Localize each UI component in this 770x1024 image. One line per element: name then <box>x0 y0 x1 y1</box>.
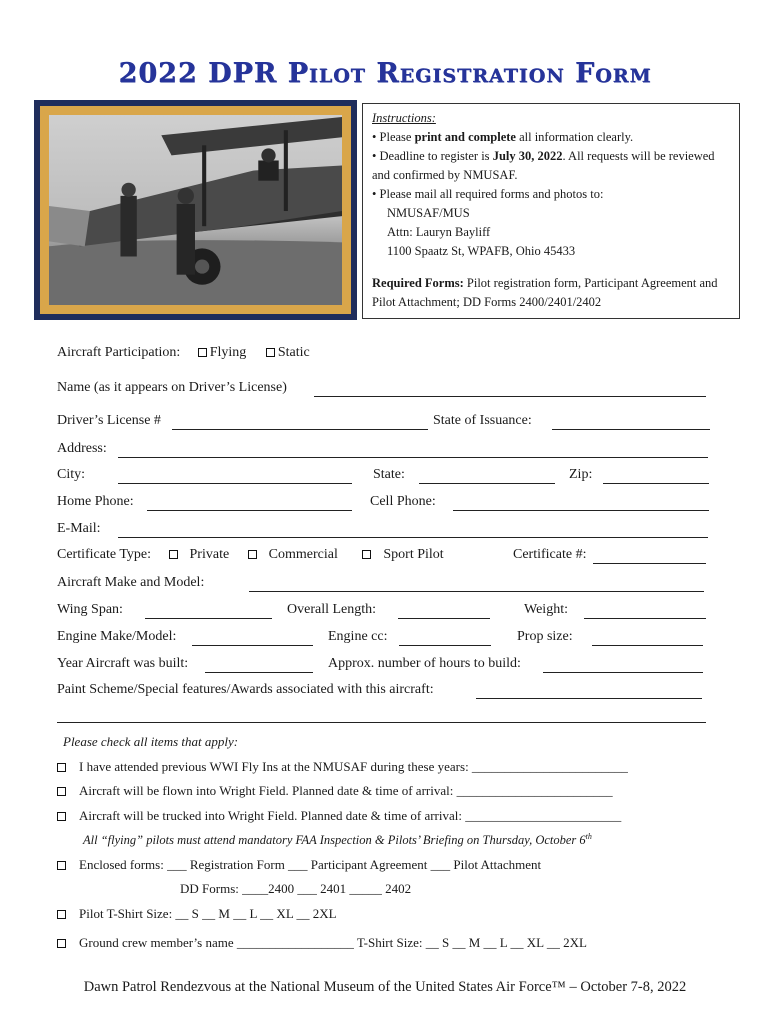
state-label: State: <box>373 467 405 482</box>
paint-scheme-field-2[interactable] <box>57 722 706 723</box>
wing-span-field[interactable] <box>145 618 272 619</box>
home-phone-field[interactable] <box>147 510 352 511</box>
private-checkbox[interactable]: Private <box>169 547 230 562</box>
instructions-box <box>362 103 740 319</box>
zip-field[interactable] <box>603 483 709 484</box>
commercial-checkbox[interactable]: Commercial <box>248 547 338 562</box>
check-item-pilot-tshirt[interactable]: Pilot T-Shirt Size: __ S __ M __ L __ XL __ 2XL <box>57 906 337 922</box>
engine-cc-label: Engine cc: <box>328 629 388 644</box>
year-built-field[interactable] <box>205 672 313 673</box>
instruction-1: • Please print and complete all information clearly. <box>372 130 634 144</box>
certificate-number-label: Certificate #: <box>513 547 587 562</box>
state-field[interactable] <box>419 483 555 484</box>
engine-make-label: Engine Make/Model: <box>57 629 177 644</box>
check-item-ground-crew[interactable]: Ground crew member’s name __________________ T-Shirt Size: __ S __ M __ L __ XL __ 2XL <box>57 935 587 951</box>
address-label: Address: <box>57 441 107 456</box>
prop-size-field[interactable] <box>592 645 703 646</box>
engine-cc-field[interactable] <box>399 645 491 646</box>
page-title: 2022 DPR Pilot Registration Form <box>118 58 652 89</box>
faa-inspection-note: All “flying” pilots must attend mandatory FAA Inspection & Pilots’ Briefing on Thursday, October 6th <box>83 832 592 848</box>
instruction-3: • Please mail all required forms and photos to: <box>372 187 604 201</box>
weight-field[interactable] <box>584 618 706 619</box>
zip-label: Zip: <box>569 467 593 482</box>
paint-scheme-field[interactable] <box>476 698 702 699</box>
checkbox-icon <box>248 550 257 559</box>
mail-address-line-2: Attn: Lauryn Bayliff <box>387 225 491 239</box>
certificate-number-field[interactable] <box>593 563 706 564</box>
make-model-field[interactable] <box>249 591 704 592</box>
cell-phone-field[interactable] <box>453 510 709 511</box>
checkbox-icon <box>57 861 66 870</box>
hours-build-label: Approx. number of hours to build: <box>328 656 521 671</box>
instruction-2: • Deadline to register is July 30, 2022. All requests will be reviewed and confirmed by NMUSAF. <box>372 149 715 182</box>
hours-build-field[interactable] <box>543 672 703 673</box>
certificate-type-row: Certificate Type: Private Commercial Sport Pilot <box>57 547 444 562</box>
sport-pilot-checkbox[interactable]: Sport Pilot <box>362 547 443 562</box>
cell-phone-label: Cell Phone: <box>370 494 436 509</box>
state-issuance-field[interactable] <box>552 429 710 430</box>
overall-length-label: Overall Length: <box>287 602 377 617</box>
checkbox-icon <box>57 787 66 796</box>
vintage-biplane-photo <box>49 115 342 305</box>
required-forms: Required Forms: Pilot registration form, Participant Agreement and Pilot Attachment; DD Forms 2400/2401/2402 <box>372 276 718 309</box>
paint-scheme-label: Paint Scheme/Special features/Awards associated with this aircraft: <box>57 682 434 697</box>
check-item-trucked-in[interactable]: Aircraft will be trucked into Wright Field. Planned date & time of arrival: ________________________ <box>57 808 621 824</box>
prop-size-label: Prop size: <box>517 629 573 644</box>
page-footer: Dawn Patrol Rendezvous at the National Museum of the United States Air Force™ – October 7-8, 2022 <box>83 979 687 995</box>
checkbox-icon <box>57 910 66 919</box>
check-item-flown-in[interactable]: Aircraft will be flown into Wright Field. Planned date & time of arrival: ________________________ <box>57 783 613 799</box>
checkbox-icon <box>57 939 66 948</box>
photo-frame <box>34 100 357 320</box>
overall-length-field[interactable] <box>398 618 490 619</box>
check-item-previous-fly-ins[interactable]: I have attended previous WWI Fly Ins at the NMUSAF during these years: ________________________ <box>57 759 628 775</box>
biplane-illustration <box>49 115 342 305</box>
email-label: E-Mail: <box>57 521 101 536</box>
static-checkbox[interactable]: Static <box>266 345 310 360</box>
make-model-label: Aircraft Make and Model: <box>57 575 205 590</box>
license-label: Driver’s License # <box>57 413 161 428</box>
wing-span-label: Wing Span: <box>57 602 123 617</box>
aircraft-participation-row: Aircraft Participation: Flying Static <box>57 345 310 360</box>
flying-checkbox[interactable]: Flying <box>198 345 247 360</box>
checkbox-icon <box>57 763 66 772</box>
check-item-enclosed-forms[interactable]: Enclosed forms: ___ Registration Form ___ Participant Agreement ___ Pilot Attachment <box>57 857 541 873</box>
engine-make-field[interactable] <box>192 645 313 646</box>
mail-address-line-1: NMUSAF/MUS <box>387 206 470 220</box>
city-field[interactable] <box>118 483 352 484</box>
checkbox-icon <box>362 550 371 559</box>
license-field[interactable] <box>172 429 428 430</box>
mail-address-line-3: 1100 Spaatz St, WPAFB, Ohio 45433 <box>387 244 576 258</box>
city-label: City: <box>57 467 86 482</box>
home-phone-label: Home Phone: <box>57 494 134 509</box>
state-issuance-label: State of Issuance: <box>433 413 532 428</box>
checkbox-icon <box>266 348 275 357</box>
weight-label: Weight: <box>524 602 568 617</box>
checkbox-icon <box>198 348 207 357</box>
check-items-heading: Please check all items that apply: <box>63 734 239 749</box>
dd-forms-line: DD Forms: ____2400 ___ 2401 _____ 2402 <box>180 881 412 896</box>
instructions-heading: Instructions: <box>372 111 436 125</box>
address-field[interactable] <box>118 457 708 458</box>
email-field[interactable] <box>118 537 708 538</box>
name-label: Name (as it appears on Driver’s License) <box>57 380 287 395</box>
checkbox-icon <box>169 550 178 559</box>
year-built-label: Year Aircraft was built: <box>57 656 189 671</box>
name-field[interactable] <box>314 396 706 397</box>
checkbox-icon <box>57 812 66 821</box>
